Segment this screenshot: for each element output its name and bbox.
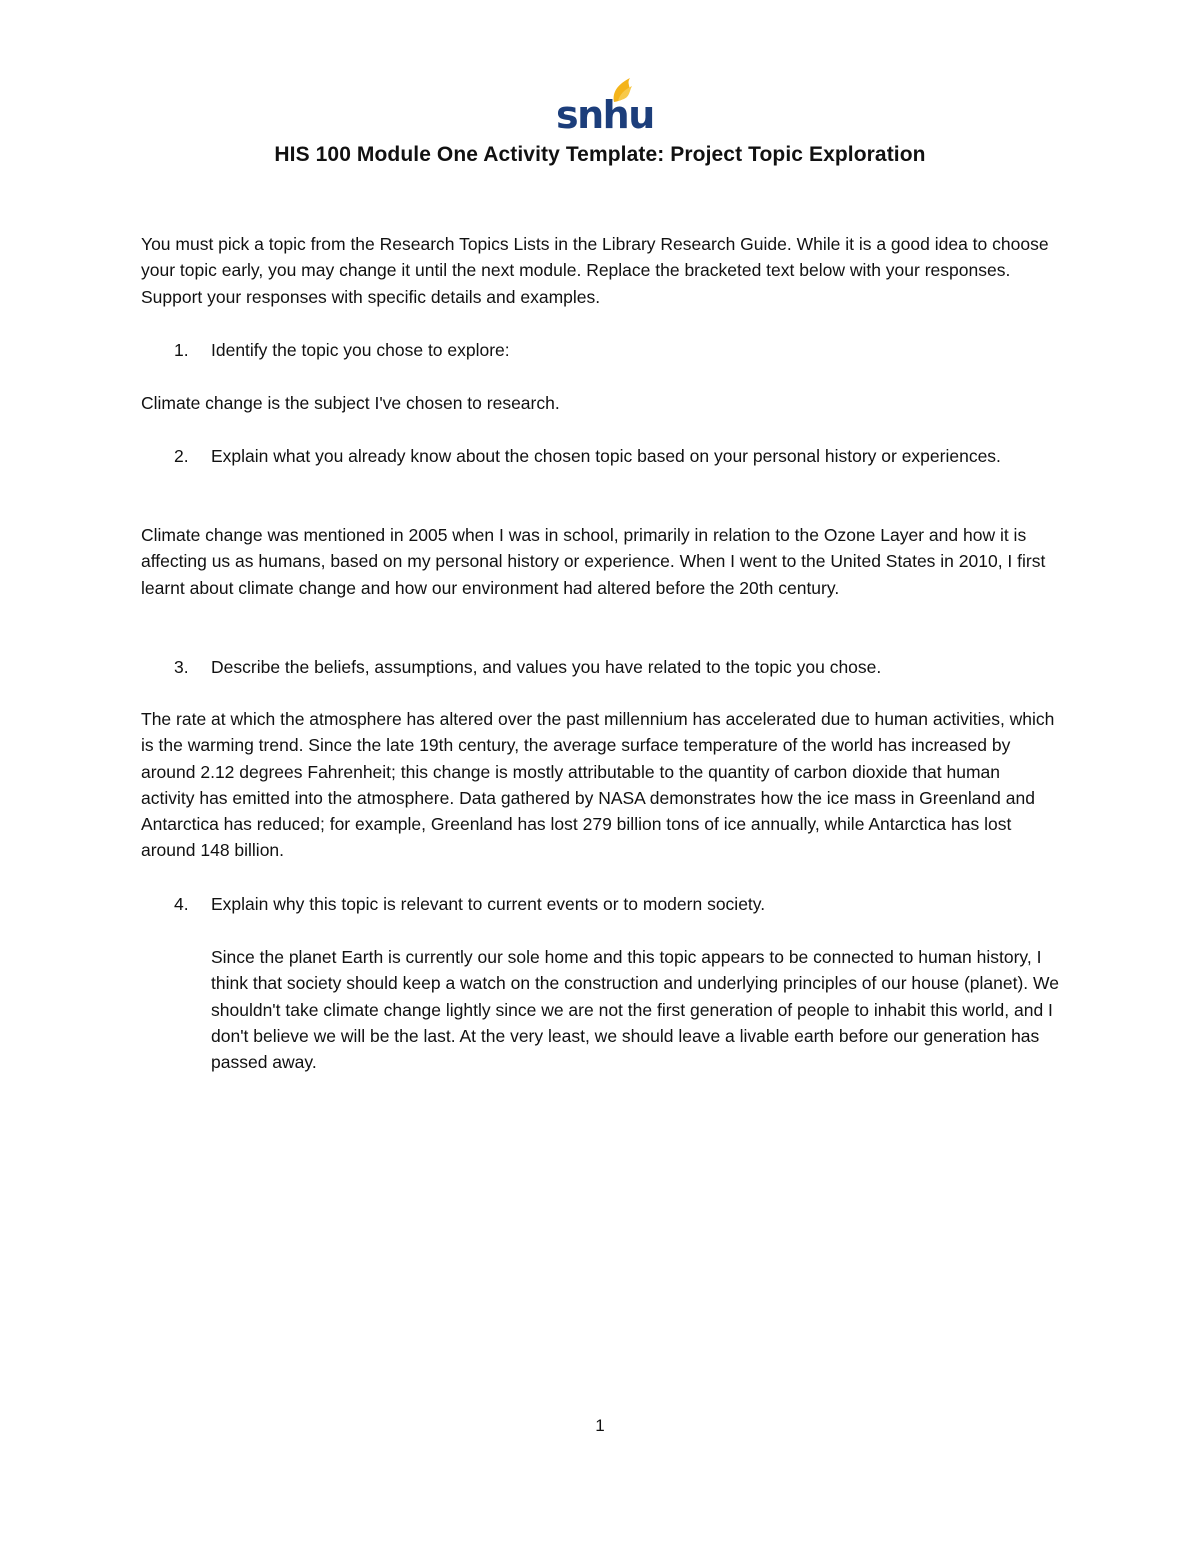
question-prompt: Explain what you already know about the chosen topic based on your personal history or experiences. <box>211 446 1001 466</box>
question-prompt: Identify the topic you chose to explore: <box>211 340 510 360</box>
document-title: HIS 100 Module One Activity Template: Project Topic Exploration <box>274 143 926 166</box>
question-prompt: Describe the beliefs, assumptions, and values you have related to the topic you chose. <box>211 657 882 677</box>
question-number: 4. <box>174 894 189 914</box>
page-number: 1 <box>595 1416 605 1435</box>
question-number: 1. <box>174 340 189 360</box>
flame-icon <box>552 74 654 137</box>
intro-paragraph: You must pick a topic from the Research Topics Lists in the Library Research Guide. While it is a good idea to choose your topic early, you may change it until the next module. Replace the bracketed text below with your responses. Support your responses with specific details and examples. <box>141 234 1049 307</box>
svg-text:snhu: snhu <box>556 93 654 137</box>
answer-paragraph: Climate change is the subject I've chosen to research. <box>141 393 560 413</box>
question-number: 2. <box>174 446 189 466</box>
question-prompt: Explain why this topic is relevant to current events or to modern society. <box>211 894 766 914</box>
answer-paragraph: Climate change was mentioned in 2005 when I was in school, primarily in relation to the Ozone Layer and how it is affecting us as humans, based on my personal history or experience. When I went to the United States in 2010, I first learnt about climate change and how our environment had altered before the 20th century. <box>141 525 1046 598</box>
question-number: 3. <box>174 657 189 677</box>
snhu-logo <box>552 74 654 137</box>
answer-paragraph: Since the planet Earth is currently our sole home and this topic appears to be connected to human history, I think that society should keep a watch on the construction and underlying principles of our house (planet). We shouldn't take climate change lightly since we are not the first generation of people to inhabit this world, and I don't believe we will be the last. At the very least, we should leave a livable earth before our generation has passed away. <box>211 947 1059 1073</box>
answer-paragraph: The rate at which the atmosphere has altered over the past millennium has accelerated due to human activities, which is the warming trend. Since the late 19th century, the average surface temperature of the world has increased by around 2.12 degrees Fahrenheit; this change is mostly attributable to the quantity of carbon dioxide that human activity has emitted into the atmosphere. Data gathered by NASA demonstrates how the ice mass in Greenland and Antarctica has reduced; for example, Greenland has lost 279 billion tons of ice annually, while Antarctica has lost around 148 billion. <box>141 709 1055 861</box>
